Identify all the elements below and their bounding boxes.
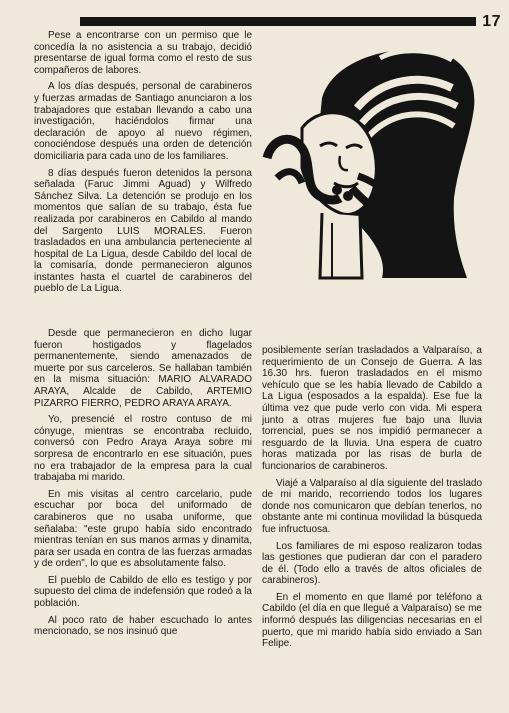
paragraph: El pueblo de Cabildo de ello es testigo y por supuesto del clima de indefensión que rodeó a la población. [34, 574, 252, 610]
page-number: 17 [482, 13, 501, 30]
paragraph: Pese a encontrarse con un permiso que le concedía la no asistencia a su trabajo, decidió presentarse de igual forma como el resto de sus compañeros de labores. [34, 30, 252, 76]
left-column-top [34, 30, 252, 300]
paragraph: Al poco rato de haber escuchado lo antes mencionado, se nos insinuó que [34, 614, 252, 638]
paragraph: Yo, presencié el rostro contuso de mi cónyuge, mientras se encontraba recluido, conversó con Pedro Araya Araya sobre mi sorpresa de encontrarlo en ese situación, pues no era trabajador de la empresa para la cual trabajaba mi marido. [34, 414, 252, 484]
left-column-bottom [34, 328, 252, 643]
right-column [262, 345, 482, 655]
paragraph: En el momento en que llamé por teléfono a Cabildo (el día en que llegué a Valparaíso) se me informó después las diligencias necesarias en el puerto, que mi marido había sido enviado a San Felipe. [262, 591, 482, 650]
paragraph: posiblemente serían trasladados a Valparaíso, a requerimiento de un Consejo de Guerra. A las 16.30 hrs. fueron trasladados en el mismo vehículo que se les había llevado de Cabildo a La Ligua (esposados a la espalda). Ese fue la última vez que pude verlo con vida. Mi espera junto a otras mujeres fue bajo una lluvia torrencial, pues se nos impidió permanecer a resguardo de la lluvia. Una espera de cuatro horas matizada por las risas de burla de funcionarios de carabineros. [262, 345, 482, 472]
paragraph: En mis visitas al centro carcelario, pude escuchar por boca del uniformado de carabineros que no usaba uniforme, que señalaba: "este grupo había sido encontrado mientras tenían en sus manos armas y dinamita, para ser usada en contra de las fuerzas armadas y de orden", lo que es absolutamente falso. [34, 488, 252, 570]
paragraph: Viajé a Valparaíso al día siguiente del traslado de mi marido, recorriendo todos los lugares donde nos comunicaron que debían tenerlos, no obstante ante mi continua movilidad la búsqueda fue infructuosa. [262, 477, 482, 535]
grieving-woman-illustration [262, 38, 484, 280]
paragraph: Los familiares de mi esposo realizaron todas las gestiones que pudieran dar con el paradero de él. (Todo ello a través de altos oficiales de carabineros). [262, 540, 482, 587]
paragraph: 8 días después fueron detenidos la persona señalada (Faruc Jimmi Aguad) y Wilfredo Sánchez Silva. La detención se produjo en los momentos que salían de su trabajo, ésta fue realizada por carabineros en Cabildo al mando del Sargento LUIS MORALES. Fueron trasladados en una ambulancia perteneciente al hospital de La Ligua, desde Cabildo del local de la comisaría, donde permanecieron algunos instantes hasta el cuartel de carabineros del pueblo de La Ligua. [34, 167, 252, 295]
paragraph: Desde que permanecieron en dicho lugar fueron hostigados y flagelados permanentemente, siendo amenazados de muerte por sus carceleros. Se hallaban también en la misma situación: MARIO ALVARADO ARAYA, Alcalde de Cabildo, ARTEMIO PIZARRO FIERRO, PEDRO ARAYA ARAYA. [34, 328, 252, 409]
paragraph: A los días después, personal de carabineros y fuerzas armadas de Santiago anunciaron a los trabajadores que estaban llevando a cabo una investigación, haciéndolos firmar una declaración de apoyo al nuevo régimen, conociéndose después una orden de detención domiciliaria para cada uno de los familiares. [34, 81, 252, 162]
header-rule [80, 17, 476, 26]
